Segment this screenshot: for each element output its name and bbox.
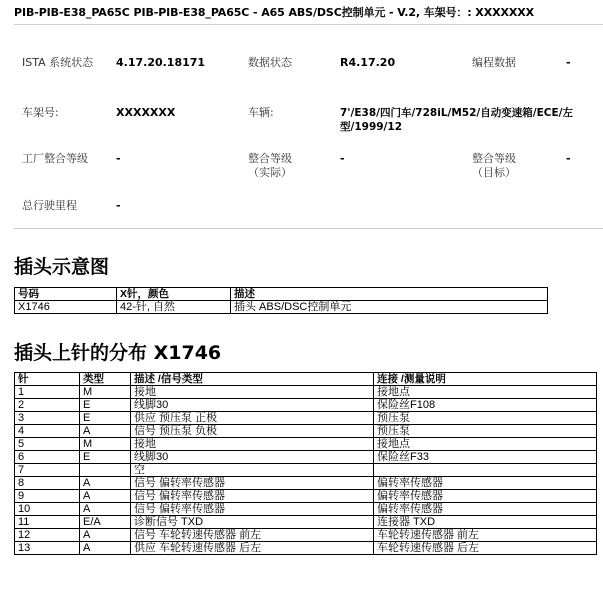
- integration-target-label: 整合等级 （目标）: [472, 152, 516, 179]
- column-header: 描述: [231, 288, 548, 301]
- integration-actual-label: 整合等级 （实际）: [248, 152, 292, 179]
- column-header: 类型: [80, 373, 131, 386]
- table-cell: 13: [15, 542, 80, 555]
- connector-table: [14, 287, 548, 314]
- table-cell: 5: [15, 438, 80, 451]
- factory-integration-value: -: [116, 152, 121, 165]
- table-cell: 保险丝F33: [374, 451, 597, 464]
- table-cell: 预压泵: [374, 412, 597, 425]
- mileage-value: -: [116, 199, 121, 212]
- table-cell: E: [80, 451, 131, 464]
- table-cell: 供应 车轮转速传感器 后左: [131, 542, 374, 555]
- table-cell: 保险丝F108: [374, 399, 597, 412]
- table-cell: 偏转率传感器: [374, 503, 597, 516]
- table-cell: 车轮转速传感器 后左: [374, 542, 597, 555]
- table-cell: A: [80, 529, 131, 542]
- table-cell: E/A: [80, 516, 131, 529]
- table-cell: 线脚30: [131, 451, 374, 464]
- table-cell: 接地: [131, 438, 374, 451]
- table-cell: A: [80, 477, 131, 490]
- table-cell: 10: [15, 503, 80, 516]
- table-cell: 信号 偏转率传感器: [131, 477, 374, 490]
- table-cell: A: [80, 542, 131, 555]
- table-cell: 信号 偏转率传感器: [131, 490, 374, 503]
- table-cell: A: [80, 503, 131, 516]
- table-row: [15, 425, 597, 438]
- column-header: X针，颜色: [117, 288, 231, 301]
- column-header: 号码: [15, 288, 117, 301]
- table-row: [15, 542, 597, 555]
- table-cell: A: [80, 425, 131, 438]
- table-cell: [374, 464, 597, 477]
- factory-integration-label: 工厂整合等级: [22, 152, 88, 165]
- table-cell: 信号 偏转率传感器: [131, 503, 374, 516]
- table-cell: 2: [15, 399, 80, 412]
- vehicle-value: 7'/E38/四门车/728iL/M52/自动变速箱/ECE/左型/1999/12: [340, 107, 573, 133]
- table-row: [15, 477, 597, 490]
- pin-table: [14, 372, 597, 555]
- table-cell: M: [80, 386, 131, 399]
- connector-diagram-heading: 插头示意图: [14, 256, 110, 278]
- table-cell: 42-针, 自然: [117, 301, 231, 314]
- table-cell: 车轮转速传感器 前左: [374, 529, 597, 542]
- table-cell: 插头 ABS/DSC控制单元: [231, 301, 548, 314]
- table-row: [15, 490, 597, 503]
- ista-status-label: ISTA 系统状态: [22, 56, 94, 69]
- table-row: [15, 516, 597, 529]
- table-cell: A: [80, 490, 131, 503]
- pin-assignment-heading: 插头上针的分布 X1746: [14, 342, 222, 364]
- table-header-row: [15, 288, 548, 301]
- table-cell: 8: [15, 477, 80, 490]
- table-cell: 11: [15, 516, 80, 529]
- info-divider: [14, 228, 603, 229]
- table-cell: 线脚30: [131, 399, 374, 412]
- header-divider: [14, 24, 603, 25]
- table-header-row: [15, 373, 597, 386]
- table-row: [15, 438, 597, 451]
- table-cell: 预压泵: [374, 425, 597, 438]
- table-cell: M: [80, 438, 131, 451]
- table-cell: 6: [15, 451, 80, 464]
- table-cell: 诊断信号 TXD: [131, 516, 374, 529]
- programming-data-label: 编程数据: [472, 56, 516, 69]
- column-header: 连接 /测量说明: [374, 373, 597, 386]
- table-cell: E: [80, 412, 131, 425]
- vin-value: XXXXXXX: [116, 106, 176, 119]
- table-cell: 接地: [131, 386, 374, 399]
- column-header: 描述 /信号类型: [131, 373, 374, 386]
- integration-actual-value: -: [340, 152, 345, 165]
- table-cell: [80, 464, 131, 477]
- table-row: [15, 412, 597, 425]
- table-cell: 偏转率传感器: [374, 477, 597, 490]
- table-cell: 空: [131, 464, 374, 477]
- vin-label: 车架号:: [22, 106, 59, 119]
- table-cell: 3: [15, 412, 80, 425]
- table-row: [15, 399, 597, 412]
- table-cell: 供应 预压泵 正极: [131, 412, 374, 425]
- table-cell: 4: [15, 425, 80, 438]
- ista-status-value: 4.17.20.18171: [116, 56, 206, 69]
- table-cell: 7: [15, 464, 80, 477]
- table-row: [15, 301, 548, 314]
- integration-target-value: -: [566, 152, 571, 165]
- table-row: [15, 386, 597, 399]
- table-cell: 1: [15, 386, 80, 399]
- table-row: [15, 464, 597, 477]
- table-cell: 接地点: [374, 438, 597, 451]
- table-cell: E: [80, 399, 131, 412]
- data-status-label: 数据状态: [248, 56, 292, 69]
- column-header: 针: [15, 373, 80, 386]
- table-row: [15, 503, 597, 516]
- table-cell: 偏转率传感器: [374, 490, 597, 503]
- vehicle-label: 车辆:: [248, 106, 274, 119]
- table-cell: 9: [15, 490, 80, 503]
- table-cell: 信号 车轮转速传感器 前左: [131, 529, 374, 542]
- table-row: [15, 451, 597, 464]
- mileage-label: 总行驶里程: [22, 199, 77, 212]
- table-cell: 信号 预压泵 负极: [131, 425, 374, 438]
- table-cell: X1746: [15, 301, 117, 314]
- data-status-value: R4.17.20: [340, 56, 396, 69]
- document-title: PIB-PIB-E38_PA65C PIB-PIB-E38_PA65C - A65 ABS/DSC控制单元 - V.2, 车架号：: XXXXXXX: [14, 6, 534, 19]
- table-cell: 连接器 TXD: [374, 516, 597, 529]
- table-row: [15, 529, 597, 542]
- table-cell: 接地点: [374, 386, 597, 399]
- programming-data-value: -: [566, 56, 571, 69]
- table-cell: 12: [15, 529, 80, 542]
